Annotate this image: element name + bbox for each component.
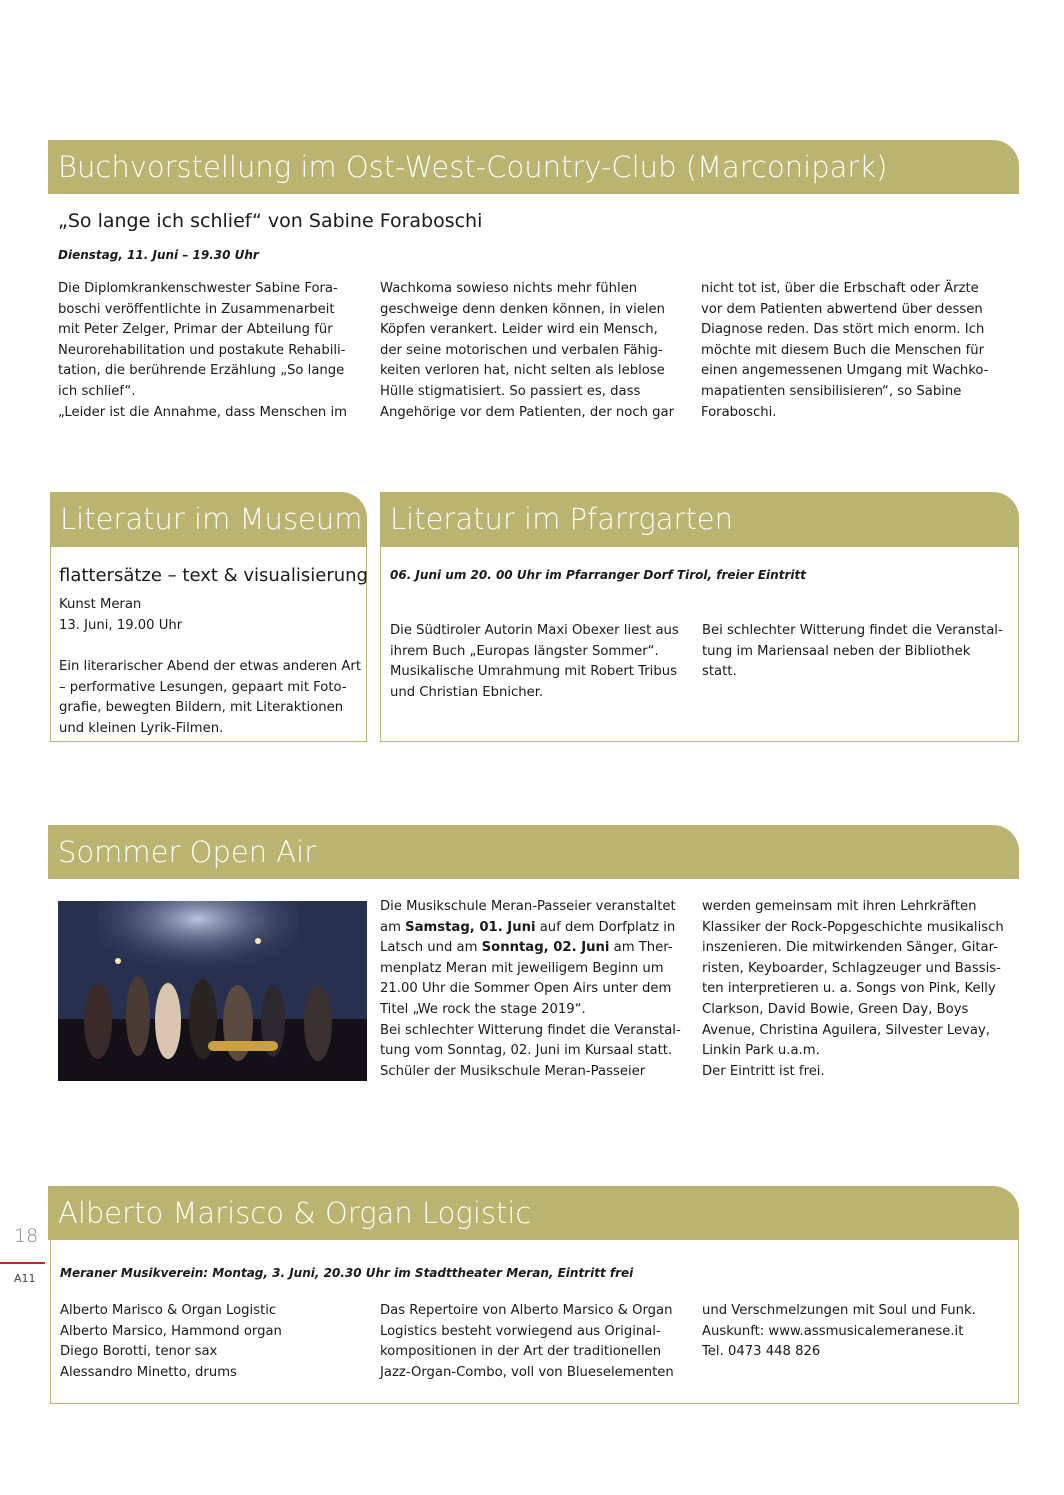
text-column-2: Das Repertoire von Alberto Marsico & Organ Logistics besteht vorwiegend aus Original- kompositionen in der Art der traditionellen Jazz-Organ-Combo, voll von Blueselementen xyxy=(380,1303,674,1380)
section-header-sommer-open-air xyxy=(48,825,1019,879)
event-date: 06. Juni um 20. 00 Uhr im Pfarranger Dorf Tirol, freier Eintritt xyxy=(390,568,806,582)
concert-photo xyxy=(58,901,367,1081)
section-title: Literatur im Museum xyxy=(60,502,363,536)
concert-photo-illustration xyxy=(58,901,367,1081)
text-column-3: nicht tot ist, über die Erbschaft oder Ärzte vor dem Patienten abwertend über dessen Diagnose reden. Das stört mich enorm. Ich möchte mit diesem Buch die Menschen für einen angemessenen Umgang mit Wachko- mapatienten sensibilisieren“, so Sabine Foraboschi. xyxy=(701,281,989,420)
section-title: Alberto Marisco & Organ Logistic xyxy=(58,1196,532,1230)
museum-body: Ein literarischer Abend der etwas anderen Art – performative Lesungen, gepaart mit Foto- grafie, bewegten Bildern, mit Literaktionen und kleinen Lyrik-Filmen. xyxy=(59,659,362,736)
page-code: A11 xyxy=(14,1272,36,1285)
museum-subtitle: flattersätze – text & visualisierung xyxy=(59,565,368,586)
section-title: Sommer Open Air xyxy=(58,835,317,869)
section-header-literatur-museum xyxy=(50,492,367,547)
text-column-1: Die Südtiroler Autorin Maxi Obexer liest aus ihrem Buch „Europas längster Sommer“. Musikalische Umrahmung mit Robert Tribus und Christian Ebnicher. xyxy=(390,623,679,700)
page-number: 18 xyxy=(14,1225,39,1247)
section-header-buchvorstellung xyxy=(48,140,1019,194)
text-column-2: Bei schlechter Witterung findet die Veranstal- tung im Mariensaal neben der Bibliothek statt. xyxy=(702,623,1003,680)
museum-info: Kunst Meran 13. Juni, 19.00 Uhr xyxy=(59,597,183,633)
text-column-2: Wachkoma sowieso nichts mehr fühlen geschweige denn denken können, in vielen Köpfen verankert. Leider wird ein Mensch, der seine motorischen und verbalen Fähig- keiten verloren hat, nicht selten als leblose Hülle stigmatisiert. So passiert es, dass Angehörige vor dem Patienten, der noch gar xyxy=(380,281,675,420)
text-column-1: Alberto Marisco & Organ Logistic Alberto Marsico, Hammond organ Diego Borotti, tenor sax Alessandro Minetto, drums xyxy=(60,1303,282,1380)
page-divider xyxy=(0,1262,45,1264)
text-column-2: werden gemeinsam mit ihren Lehrkräften Klassiker der Rock-Popgeschichte musikalisch inszenieren. Die mitwirkenden Sänger, Gitar- risten, Keyboarder, Schlagzeuger und Bassis- ten interpretieren u. a. Songs von Pink, Kelly Clarkson, David Bowie, Green Day, Boys Avenue, Christina Aguilera, Silvester Levay, Linkin Park u.a.m. Der Eintritt ist frei. xyxy=(702,899,1004,1079)
section-title: Buchvorstellung im Ost-West-Country-Club (Marconipark) xyxy=(58,150,888,184)
event-date: Dienstag, 11. Juni – 19.30 Uhr xyxy=(58,248,259,262)
text-column-3: und Verschmelzungen mit Soul und Funk. Auskunft: www.assmusicalemeranese.it Tel. 0473 448 826 xyxy=(702,1303,976,1360)
book-subtitle: „So lange ich schlief“ von Sabine Foraboschi xyxy=(58,210,483,232)
event-date: Meraner Musikverein: Montag, 3. Juni, 20.30 Uhr im Stadttheater Meran, Eintritt frei xyxy=(60,1266,634,1280)
text-column-1: Die Diplomkrankenschwester Sabine Fora- boschi veröffentlichte in Zusammenarbeit mit Peter Zelger, Primar der Abteilung für Neurorehabilitation und postakute Rehabili- tation, die berührende Erzählung „So lange ich schlief“. „Leider ist die Annahme, dass Menschen im xyxy=(58,281,347,420)
section-header-literatur-pfarrgarten xyxy=(380,492,1019,547)
text-column-1: Die Musikschule Meran-Passeier veranstaltet am Samstag, 01. Juni auf dem Dorfplatz in Latsch und am Sonntag, 02. Juni am Ther- menplatz Meran mit jeweiligem Beginn um 21.00 Uhr die Sommer Open Airs unter dem Titel „We rock the stage 2019“. Bei schlechter Witterung findet die Veranstal- tung vom Sonntag, 02. Juni im Kursaal statt. Schüler der Musikschule Meran-Passeier xyxy=(380,899,681,1079)
section-header-alberto-marisco xyxy=(48,1186,1019,1240)
section-title: Literatur im Pfarrgarten xyxy=(390,502,734,536)
